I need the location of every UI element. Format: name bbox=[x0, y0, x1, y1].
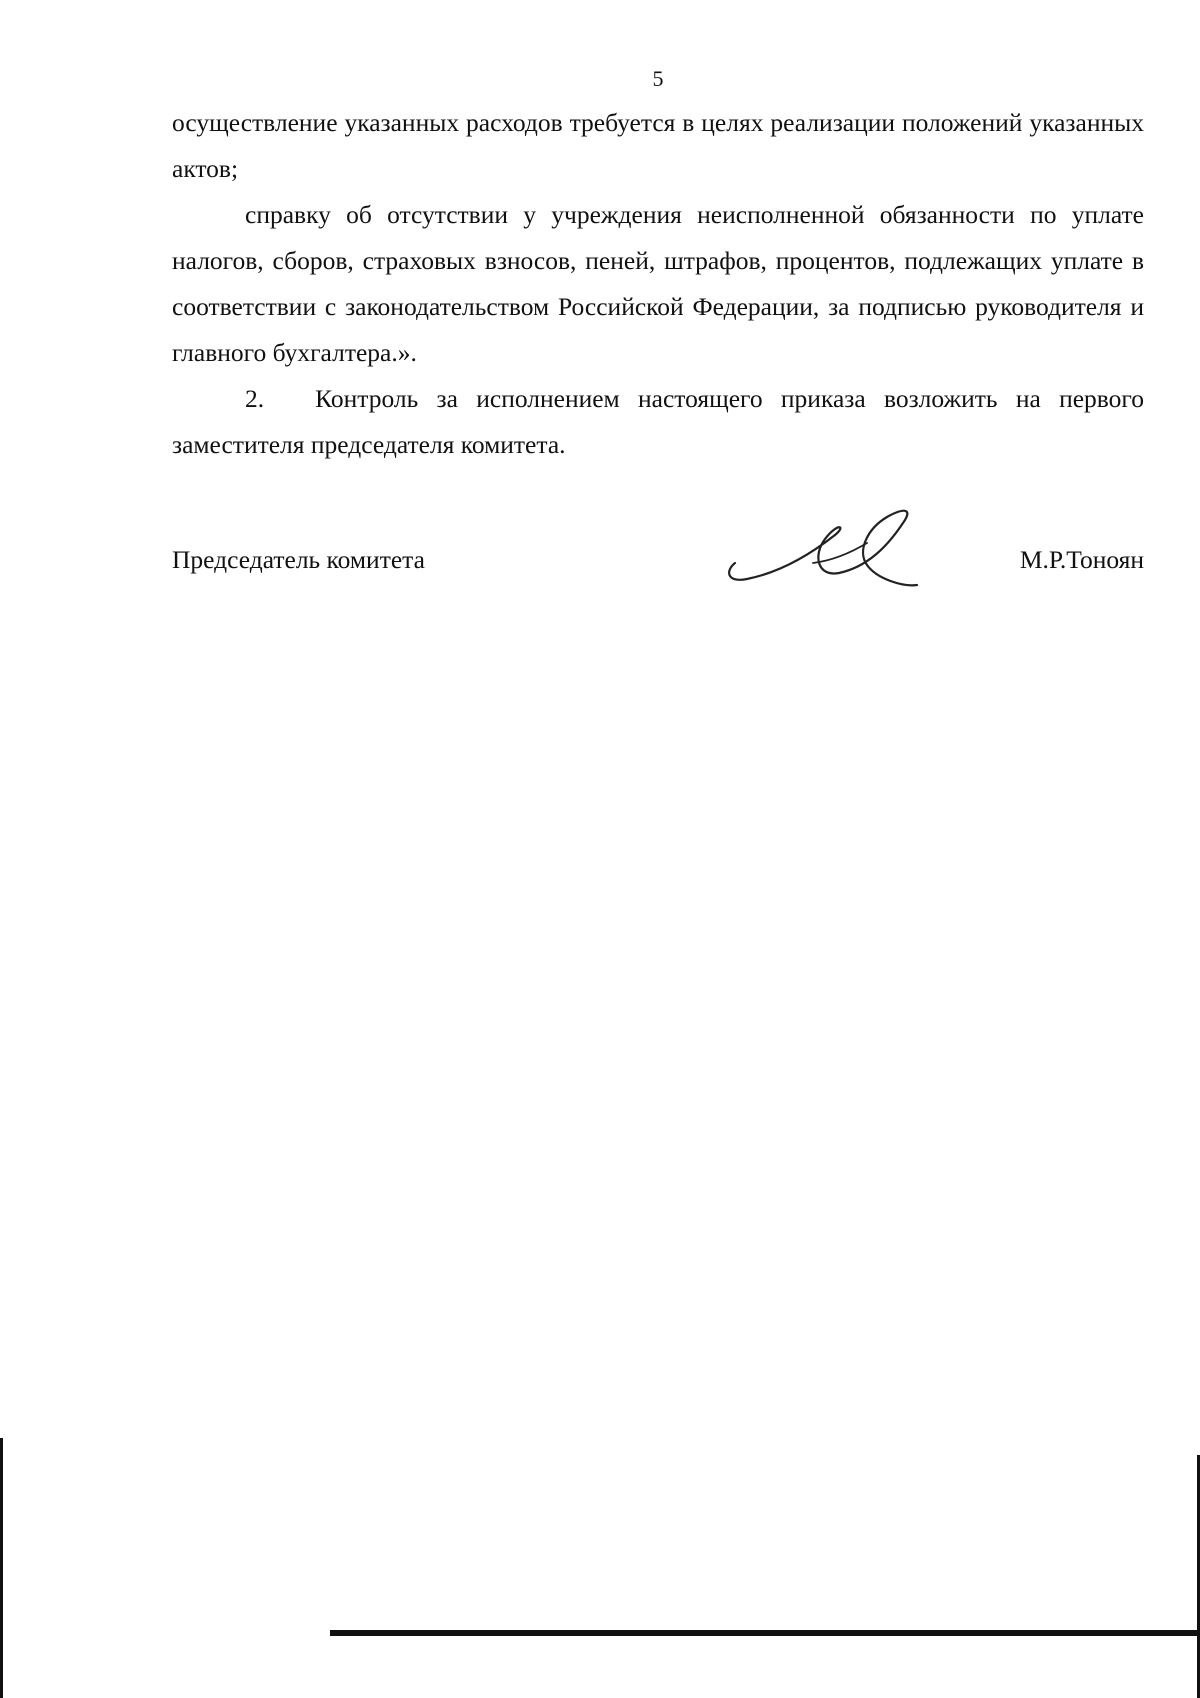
paragraph-continuation: осуществление указанных расходов требуется в целях реализации положений указанных актов; bbox=[172, 108, 1144, 183]
handwritten-signature bbox=[717, 493, 937, 603]
paragraph-control: 2. Контроль за исполнением настоящего приказа возложить на первого заместителя председателя комитета. bbox=[172, 384, 1144, 459]
paragraph-certificate: справку об отсутствии у учреждения неисполненной обязанности по уплате налогов, сборов, страховых взносов, пеней, штрафов, процентов, подлежащих уплате в соответствии с законодательством Российской Федерации, за подписью руководителя и главного бухгалтера.». bbox=[172, 200, 1144, 367]
signatory-title: Председатель комитета bbox=[172, 545, 425, 574]
document-body bbox=[172, 100, 1144, 468]
signature-block bbox=[172, 545, 1144, 605]
page-number: 5 bbox=[652, 66, 664, 91]
signatory-name: М.Р.Тоноян bbox=[1019, 545, 1144, 574]
scan-edge-bottom bbox=[330, 1630, 1200, 1636]
scan-edge-left bbox=[0, 1438, 3, 1698]
